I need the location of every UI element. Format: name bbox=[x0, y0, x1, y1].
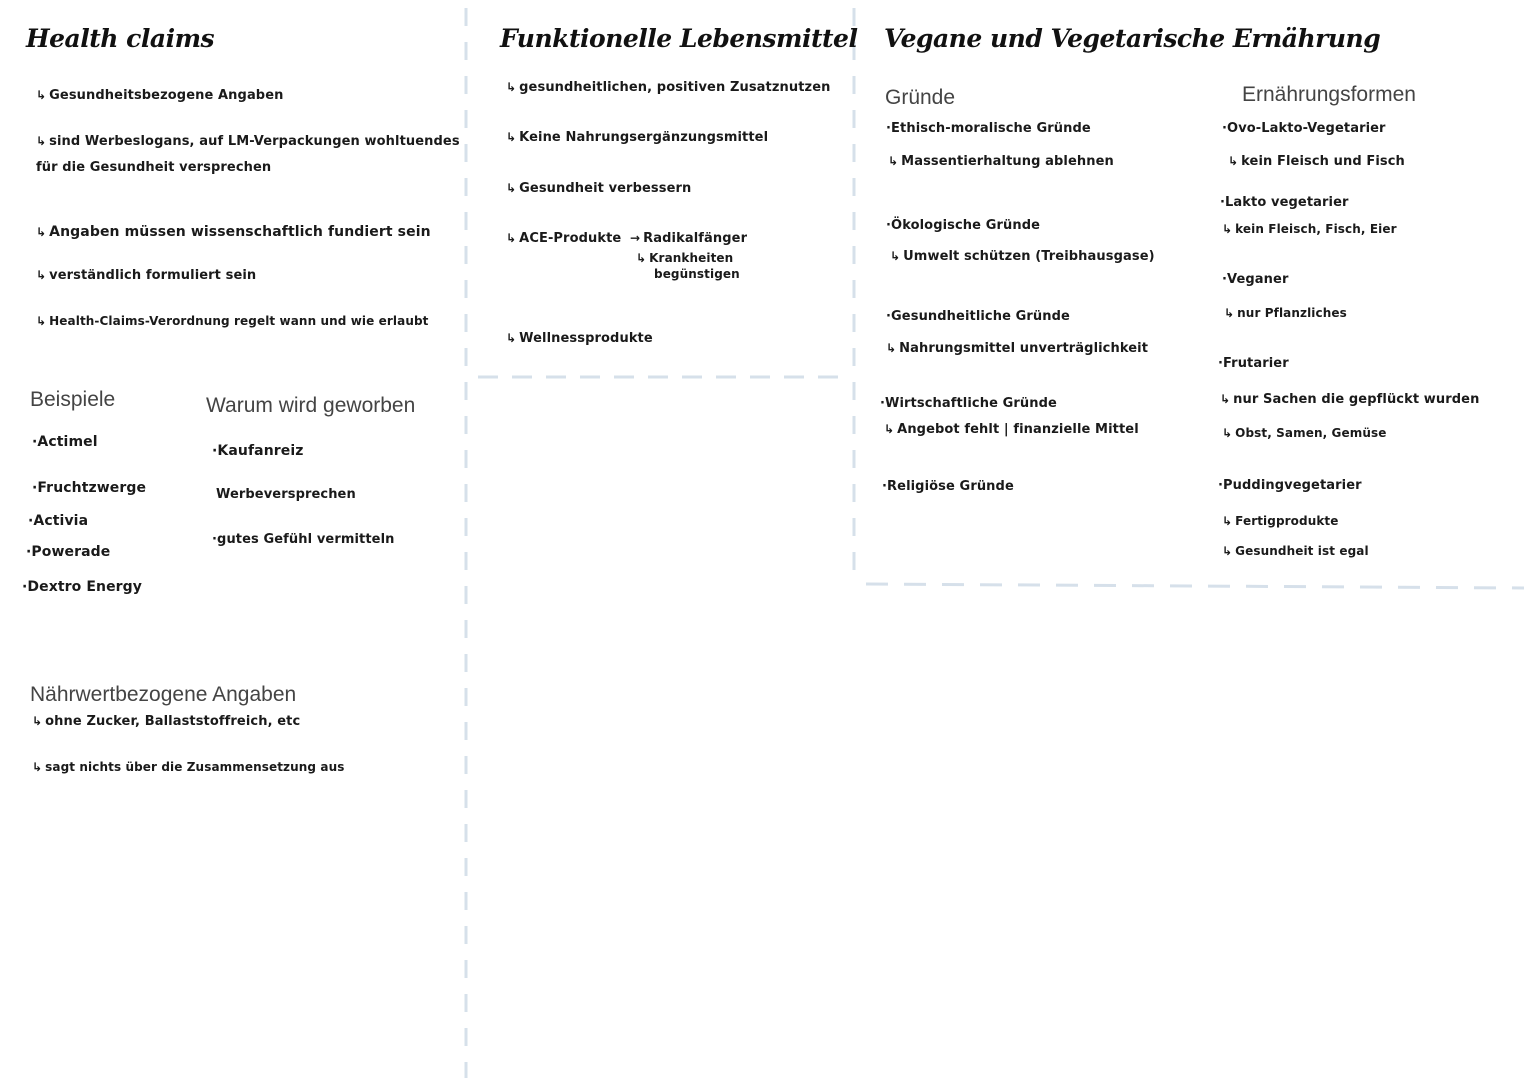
arrow-icon: ↳ bbox=[1222, 222, 1233, 236]
beispiel-item: ·Actimel bbox=[32, 434, 98, 450]
form-label: ·Frutarier bbox=[1218, 356, 1289, 371]
grund-detail: ↳ Nahrungsmittel unverträglichkeit bbox=[886, 341, 1149, 356]
naehrwert-note-2: ↳ sagt nichts über die Zusammensetzung aus bbox=[32, 760, 345, 774]
arrow-icon: ↳ bbox=[1222, 544, 1233, 558]
grund-detail: ↳ Umwelt schützen (Treibhausgase) bbox=[890, 249, 1155, 264]
arrow-icon: ↳ bbox=[36, 268, 47, 282]
arrow-icon: ↳ bbox=[36, 314, 47, 328]
arrow-icon: ↳ bbox=[506, 181, 517, 195]
hc-note-2b: für die Gesundheit versprechen bbox=[36, 160, 272, 175]
beispiele-heading: Beispiele bbox=[30, 388, 116, 411]
fl-note-3: ↳ Gesundheit verbessern bbox=[506, 181, 692, 196]
form-detail-2: ↳ Gesundheit ist egal bbox=[1222, 544, 1369, 558]
arrow-icon: ↳ bbox=[884, 422, 895, 436]
form-label: ·Puddingvegetarier bbox=[1218, 478, 1362, 493]
warum-item: ·Kaufanreiz bbox=[212, 443, 304, 459]
vegan-title: Vegane und Vegetarische Ernährung bbox=[884, 24, 1381, 53]
warum-item: ·gutes Gefühl vermitteln bbox=[212, 532, 395, 547]
form-label: ·Ovo-Lakto-Vegetarier bbox=[1222, 121, 1386, 136]
divider-horizontal-right bbox=[866, 584, 1524, 588]
arrow-icon: ↳ bbox=[506, 130, 517, 144]
hc-note-3: ↳ Angaben müssen wissenschaftlich fundiert sein bbox=[36, 224, 431, 240]
hc-note-2: ↳ sind Werbeslogans, auf LM-Verpackungen wohltuendes bbox=[36, 134, 460, 149]
arrow-icon: ↳ bbox=[1220, 392, 1231, 406]
naehrwert-note-1: ↳ ohne Zucker, Ballaststoffreich, etc bbox=[32, 714, 301, 729]
grund-label: ·Ethisch-moralische Gründe bbox=[886, 121, 1091, 136]
form-detail-2: ↳ Obst, Samen, Gemüse bbox=[1222, 426, 1387, 440]
form-detail: ↳ kein Fleisch und Fisch bbox=[1228, 154, 1405, 169]
arrow-icon: ↳ bbox=[888, 154, 899, 168]
arrow-icon: ↳ bbox=[1222, 426, 1233, 440]
hc-note-4: ↳ verständlich formuliert sein bbox=[36, 268, 257, 283]
form-detail: ↳ nur Pflanzliches bbox=[1224, 306, 1347, 320]
grund-label: ·Religiöse Gründe bbox=[882, 479, 1014, 494]
arrow-icon: ↳ bbox=[36, 225, 47, 239]
arrow-icon: ↳ bbox=[1228, 154, 1239, 168]
arrow-icon: ↳ bbox=[32, 760, 43, 774]
fl-note-1: ↳ gesundheitlichen, positiven Zusatznutzen bbox=[506, 80, 831, 95]
fl-ace-detail-2: begünstigen bbox=[654, 267, 740, 281]
grund-label: ·Gesundheitliche Gründe bbox=[886, 309, 1070, 324]
form-detail: ↳ nur Sachen die gepflückt wurden bbox=[1220, 392, 1480, 407]
arrow-icon: ↳ bbox=[36, 134, 47, 148]
arrow-icon: ↳ bbox=[886, 341, 897, 355]
arrow-icon: ↳ bbox=[1222, 514, 1233, 528]
gruende-heading: Gründe bbox=[885, 86, 956, 109]
warum-item: Werbeversprechen bbox=[216, 487, 356, 502]
arrow-icon: ↳ bbox=[890, 249, 901, 263]
beispiel-item: ·Dextro Energy bbox=[22, 579, 143, 595]
formen-heading: Ernährungsformen bbox=[1242, 83, 1416, 106]
fl-note-2: ↳ Keine Nahrungsergänzungsmittel bbox=[506, 130, 769, 145]
grund-label: ·Wirtschaftliche Gründe bbox=[880, 396, 1057, 411]
health-claims-title: Health claims bbox=[26, 24, 215, 53]
arrow-icon: ↳ bbox=[1224, 306, 1235, 320]
funktionelle-title: Funktionelle Lebensmittel bbox=[500, 24, 858, 53]
fl-ace-detail: ↳ Krankheiten bbox=[636, 251, 734, 265]
hc-note-1: ↳ Gesundheitsbezogene Angaben bbox=[36, 88, 284, 103]
arrow-icon: ↳ bbox=[36, 88, 47, 102]
grund-detail: ↳ Massentierhaltung ablehnen bbox=[888, 154, 1114, 169]
form-label: ·Lakto vegetarier bbox=[1220, 195, 1349, 210]
grund-detail: ↳ Angebot fehlt | finanzielle Mittel bbox=[884, 422, 1139, 437]
fl-note-4: ↳ ACE-Produkte → Radikalfänger bbox=[506, 231, 748, 246]
hc-note-5: ↳ Health-Claims-Verordnung regelt wann und wie erlaubt bbox=[36, 314, 429, 328]
beispiel-item: ·Fruchtzwerge bbox=[32, 480, 147, 496]
beispiel-item: ·Powerade bbox=[26, 544, 111, 560]
arrow-icon: ↳ bbox=[32, 714, 43, 728]
arrow-icon: ↳ bbox=[636, 251, 647, 265]
arrow-icon: ↳ bbox=[506, 80, 517, 94]
form-detail: ↳ Fertigprodukte bbox=[1222, 514, 1339, 528]
warum-heading: Warum wird geworben bbox=[206, 394, 416, 417]
form-label: ·Veganer bbox=[1222, 272, 1289, 287]
grund-label: ·Ökologische Gründe bbox=[886, 218, 1041, 233]
arrow-icon: ↳ bbox=[506, 231, 517, 245]
naehrwert-heading: Nährwertbezogene Angaben bbox=[30, 683, 297, 706]
right-arrow-icon: → bbox=[629, 231, 641, 245]
beispiel-item: ·Activia bbox=[28, 513, 89, 529]
arrow-icon: ↳ bbox=[506, 331, 517, 345]
fl-note-5: ↳ Wellnessprodukte bbox=[506, 331, 653, 346]
form-detail: ↳ kein Fleisch, Fisch, Eier bbox=[1222, 222, 1397, 236]
